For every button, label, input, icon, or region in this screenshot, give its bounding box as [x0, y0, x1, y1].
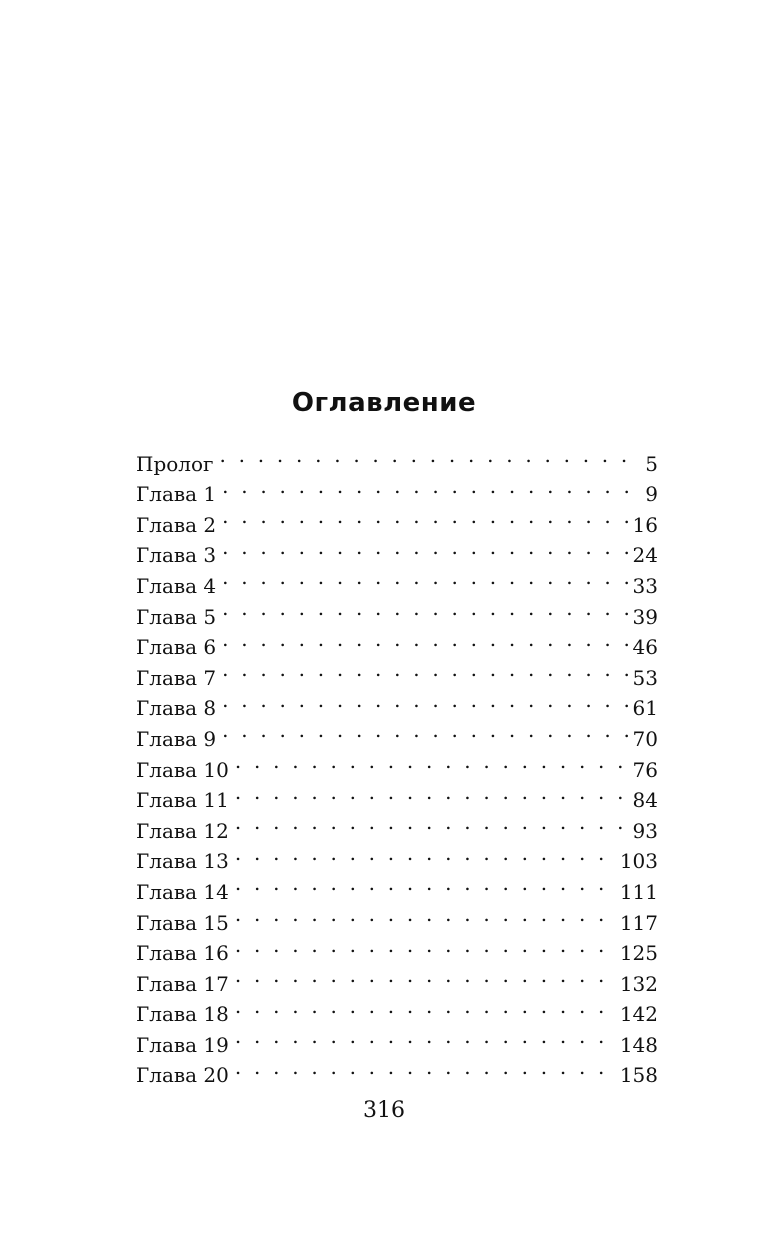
toc-entry-page: 24 — [629, 540, 658, 571]
toc-entry-label: Глава 2 — [136, 510, 222, 541]
toc-entry-label: Глава 19 — [136, 1030, 235, 1061]
dot-leader — [222, 471, 641, 502]
toc-entry-label: Глава 17 — [136, 969, 235, 1000]
toc-entry-label: Глава 4 — [136, 571, 222, 602]
toc-entry-page: 9 — [641, 479, 658, 510]
toc-entry-page: 33 — [629, 571, 658, 602]
dot-leader — [235, 838, 616, 869]
toc-entry-label: Глава 16 — [136, 938, 235, 969]
toc-entry-label: Глава 13 — [136, 846, 235, 877]
dot-leader — [222, 715, 628, 746]
toc-entry-page: 142 — [616, 999, 658, 1030]
toc-entry-label: Глава 6 — [136, 632, 222, 663]
dot-leader — [235, 868, 616, 899]
toc-entry-label: Глава 5 — [136, 602, 222, 633]
dot-leader — [235, 807, 629, 838]
dot-leader — [220, 440, 642, 471]
toc-entry-label: Глава 10 — [136, 755, 235, 786]
toc-entry-label: Глава 14 — [136, 877, 235, 908]
table-of-contents — [136, 440, 658, 1088]
dot-leader — [222, 593, 628, 624]
page-number: 316 — [363, 1098, 405, 1123]
toc-entry-label: Глава 1 — [136, 479, 222, 510]
toc-entry-label: Глава 3 — [136, 540, 222, 571]
dot-leader — [235, 1052, 616, 1083]
toc-entry-page: 132 — [616, 969, 658, 1000]
dot-leader — [235, 777, 629, 808]
dot-leader — [222, 654, 628, 685]
toc-entry-page: 76 — [629, 755, 658, 786]
toc-entry-page: 16 — [629, 510, 658, 541]
toc-entry-page: 103 — [616, 846, 658, 877]
toc-entry-page: 125 — [616, 938, 658, 969]
toc-entry-page: 158 — [616, 1060, 658, 1091]
toc-entry-label: Глава 12 — [136, 816, 235, 847]
dot-leader — [235, 960, 616, 991]
toc-entry-page: 93 — [629, 816, 658, 847]
toc-entry-label: Глава 8 — [136, 693, 222, 724]
dot-leader — [222, 532, 628, 563]
toc-entry-page: 84 — [629, 785, 658, 816]
dot-leader — [222, 624, 628, 655]
toc-entry-label: Глава 9 — [136, 724, 222, 755]
toc-entry-page: 61 — [629, 693, 658, 724]
toc-entry-page: 53 — [629, 663, 658, 694]
toc-entry-page: 46 — [629, 632, 658, 663]
dot-leader — [235, 991, 616, 1022]
toc-entry-page: 117 — [616, 908, 658, 939]
dot-leader — [235, 1021, 616, 1052]
toc-entry-page: 5 — [641, 449, 658, 480]
toc-entry-label: Глава 18 — [136, 999, 235, 1030]
dot-leader — [222, 685, 628, 716]
toc-entry-page: 111 — [616, 877, 658, 908]
dot-leader — [222, 501, 628, 532]
dot-leader — [235, 746, 629, 777]
toc-entry[interactable] — [136, 440, 658, 476]
toc-entry-label: Глава 7 — [136, 663, 222, 694]
toc-entry-page: 148 — [616, 1030, 658, 1061]
toc-entry-label: Глава 11 — [136, 785, 235, 816]
toc-title: Оглавление — [291, 388, 477, 418]
dot-leader — [235, 899, 616, 930]
dot-leader — [235, 930, 616, 961]
dot-leader — [222, 562, 628, 593]
toc-entry-page: 70 — [629, 724, 658, 755]
toc-entry-label: Пролог — [136, 449, 220, 480]
toc-entry-label: Глава 15 — [136, 908, 235, 939]
toc-entry-page: 39 — [629, 602, 658, 633]
toc-entry-label: Глава 20 — [136, 1060, 235, 1091]
